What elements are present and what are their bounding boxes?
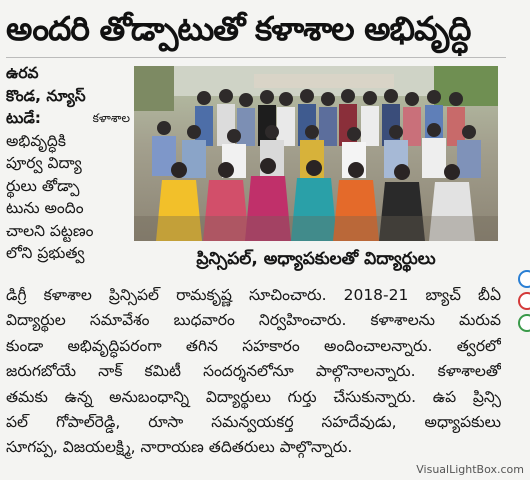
side-text-line: ర్థులు తోడ్పా [6,176,80,195]
headline: అందరి తోడ్పాటుతో కళాశాల అభివృద్ధి [6,9,471,48]
side-column [6,62,130,265]
side-text-line: అభివృద్ధికి [6,131,66,150]
side-text-line [6,107,130,130]
group-photo-illustration [134,66,498,241]
photo-caption: ప్రిన్సిపల్, అధ్యాపకులతో విద్యార్థులు [196,249,436,269]
body-line: సూగప్ప, విజయలక్ష్మి, నారాయణ తదితరులు పాల్గొన్నారు. [6,438,353,457]
body-line: పల్ గోపాల్‌రెడ్డి, రూసా సమన్వయకర్త సహదేవుడు, అధ్యాపకులు [6,413,501,432]
body-line: కుండా అభివృద్ధిపరంగా తగిన సహకారం అందించాలన్నారు. త్వరలో [6,336,501,355]
group-photo [134,66,498,241]
headline-divider [6,57,506,58]
side-text-line: చాలని పట్టణం [6,221,94,240]
green-circle-icon [518,314,530,332]
side-text-line: లోని ప్రభుత్వ [6,244,85,262]
blue-circle-icon [518,270,530,288]
side-text-line: టును అందిం [6,199,84,217]
red-circle-icon [518,292,530,310]
dateline-line: టుడే: [6,109,41,127]
body-line: తమకు ఉన్న అనుబంధాన్ని విద్యార్థులు గుర్తు చేసుకున్నారు. ఉప ప్రిన్సి [6,387,501,406]
side-text-line: పూర్వ విద్యా [6,154,82,172]
dateline-line: ఉరవ [6,64,39,82]
body-line: డిగ్రీ కళాశాల ప్రిన్సిపల్ రామకృష్ణ సూచించారు. 2018-21 బ్యాచ్ బీఏ [6,286,501,304]
watermark: VisualLightBox.com [416,463,524,476]
side-text-line: కళాశాల [92,111,130,125]
body-line: జరుగబోయే నాక్ కమిటీ సందర్శనలోనూ పాల్గొనాలన్నారు. కళాశాలతో [6,362,501,381]
dateline-line: కొండ, న్యూస్ [6,86,86,105]
article-body [6,283,501,461]
body-line: విద్యార్థుల సమావేశం బుధవారం నిర్వహించారు. కళాశాలను మరువ [6,311,501,330]
page-edge-markers [520,270,530,340]
